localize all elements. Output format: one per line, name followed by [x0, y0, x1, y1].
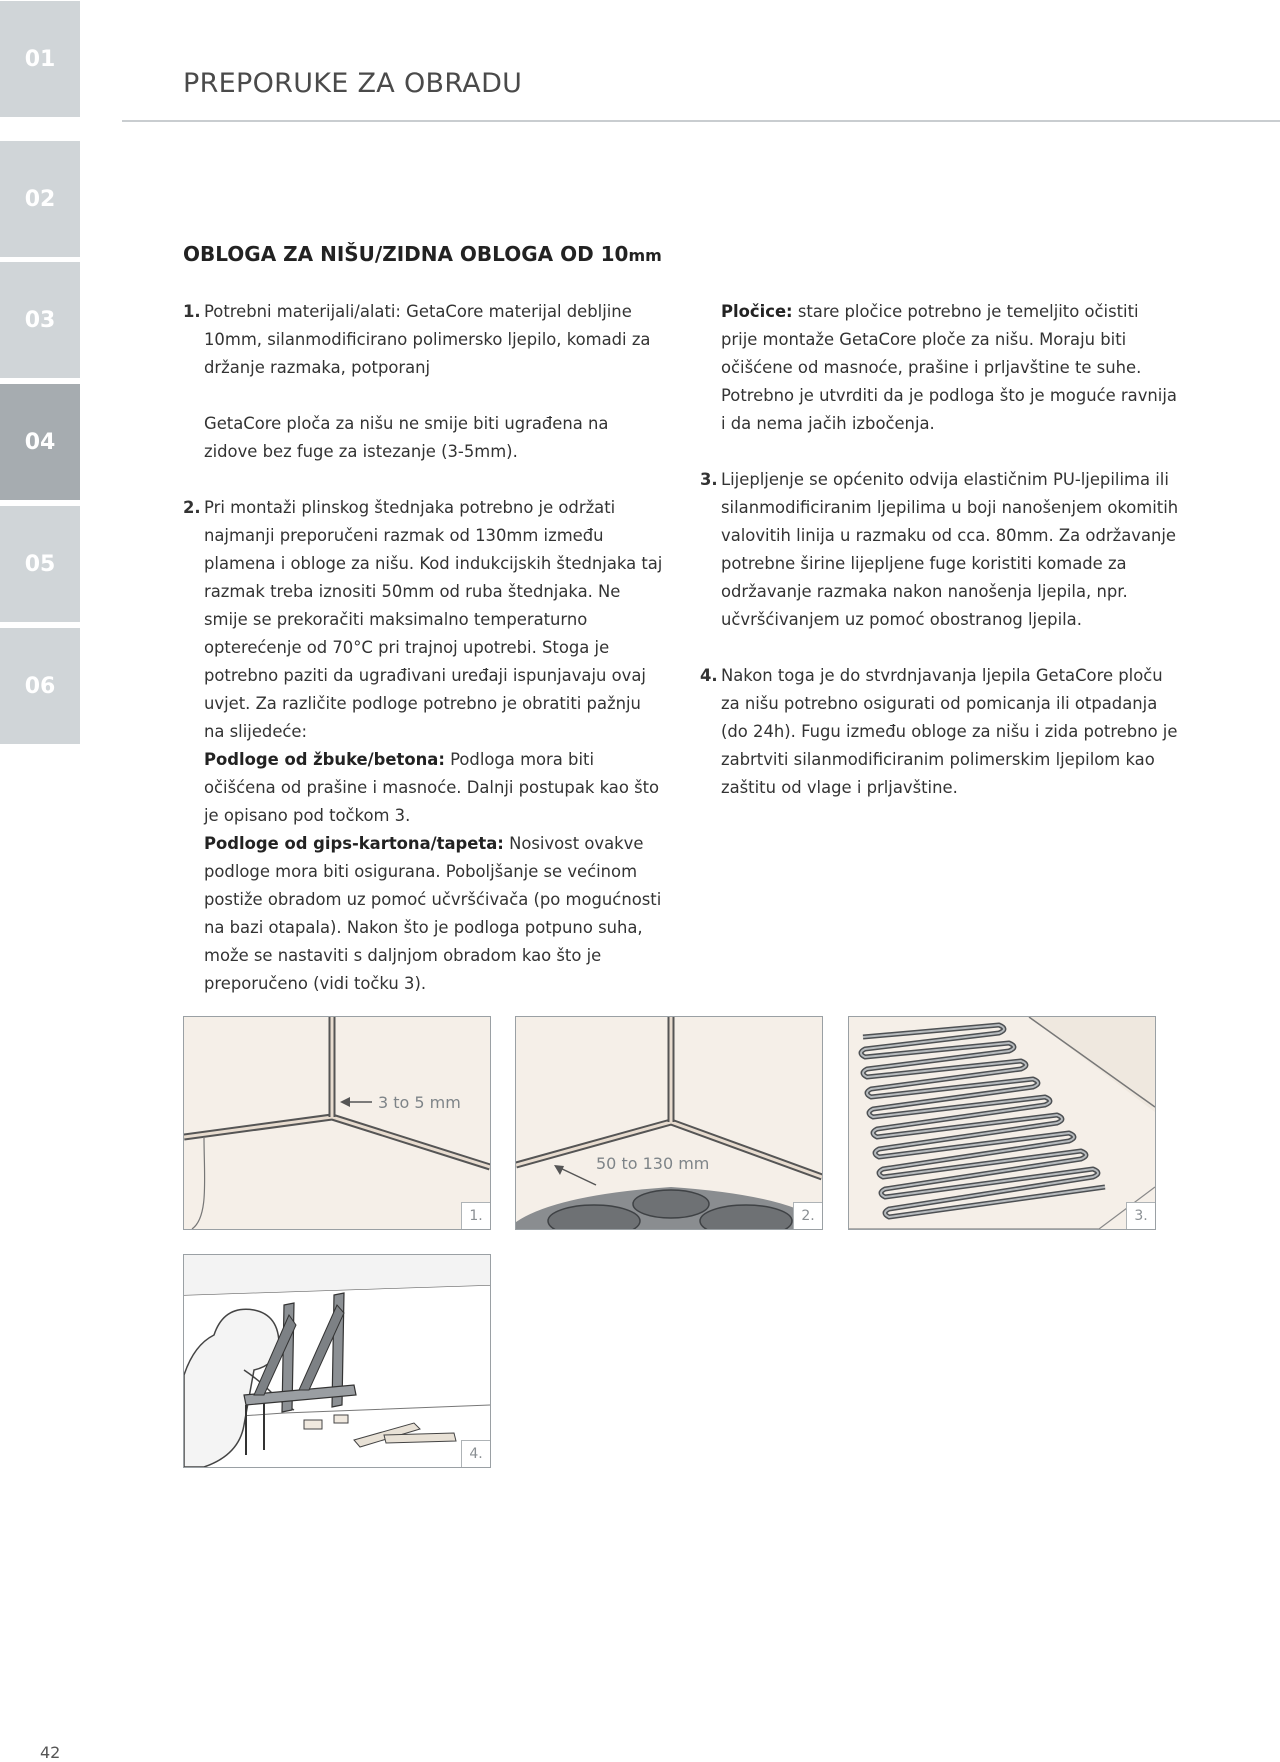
step-3-text: Lijepljenje se općenito odvija elastičnim PU-ljepilima ili silanmodificiranim ljepilima u boji nanošenjem okomitih valovitih linija u razmaku od cca. 80mm. Za održavanje potrebne širine lijepljene fuge koristiti komade za održavanje razmaka nakon nanošenja ljepila, npr. učvršćivanjem uz pomoć obostranog ljepila.	[721, 470, 1179, 629]
stove-distance-label: 50 to 130 mm	[596, 1154, 710, 1173]
step-1	[183, 298, 663, 382]
tiles-substrate-text: stare pločice potrebno je temeljito očistiti prije montaže GetaCore ploče za nišu. Moraju biti očišćene od masnoće, prašine i prljavštine te suhe. Potrebno je utvrditi da je podloga što je moguće ravnija i da nema jačih izbočenja.	[721, 302, 1177, 433]
gypsum-substrate-label: Podloge od gips-kartona/tapeta:	[204, 834, 504, 853]
figure-stove-distance	[515, 1016, 823, 1230]
step-3-number: 3.	[700, 470, 718, 489]
page-title: PREPORUKE ZA OBRADU	[183, 68, 523, 99]
figure-3-label: 3.	[1126, 1202, 1155, 1229]
figure-expansion-joint	[183, 1016, 491, 1230]
tab-04[interactable]: 04	[0, 384, 80, 500]
header-divider	[122, 120, 1280, 122]
tiles-substrate-label: Pločice:	[721, 302, 793, 321]
section-title-text: OBLOGA ZA NIŠU/ZIDNA OBLOGA OD 10	[183, 242, 629, 266]
left-column	[183, 298, 663, 998]
plaster-substrate-label: Podloge od žbuke/betona:	[204, 750, 445, 769]
step-4-number: 4.	[700, 666, 718, 685]
step-2-text: Pri montaži plinskog štednjaka potrebno je održati najmanji preporučeni razmak od 130mm između plamena i obloge za nišu. Kod indukcijskih štednjaka taj razmak treba iznositi 50mm od ruba štednjaka. Ne smije se prekoračiti maksimalno temperaturno opterećenje od 70°C pri trajnoj upotrebi. Stoga je potrebno paziti da ugrađivani uređaji ispunjavaju ovaj uvjet. Za različite podloge potrebno je obratiti pažnju na slijedeće:	[204, 498, 663, 741]
gap-dimension-label: 3 to 5 mm	[378, 1093, 461, 1112]
expansion-joint-illustration	[184, 1017, 490, 1229]
stove-distance-illustration	[516, 1017, 822, 1229]
figure-2-label: 2.	[793, 1202, 822, 1229]
figure-1-label: 1.	[461, 1202, 490, 1229]
plaster-substrate-note	[204, 746, 663, 830]
step-1-text: Potrebni materijali/alati: GetaCore materijal debljine 10mm, silanmodificirano polimersko ljepilo, komadi za držanje razmaka, potporanj	[204, 302, 651, 377]
gypsum-substrate-text: Nosivost ovakve podloge mora biti osigurana. Poboljšanje se većinom postiže obradom uz pomoć učvršćivača (po mogućnosti na bazi otapala). Nakon što je podloga potpuno suha, može se nastaviti s daljnjom obradom kao što je preporučeno (vidi točku 3).	[204, 834, 662, 993]
plaster-substrate-text: Podloga mora biti očišćena od prašine i masnoće. Dalnji postupak kao što je opisano pod točkom 3.	[204, 750, 660, 825]
tab-03[interactable]: 03	[0, 262, 80, 378]
step-3	[700, 466, 1180, 634]
section-title	[183, 242, 662, 266]
section-title-unit: mm	[628, 246, 662, 265]
figure-adhesive-lines	[848, 1016, 1156, 1230]
page-number: 42	[40, 1743, 61, 1762]
figure-support-prop	[183, 1254, 491, 1468]
step-2-number: 2.	[183, 498, 201, 517]
tiles-substrate-note	[700, 298, 1180, 438]
step-2	[183, 494, 663, 998]
support-prop-illustration	[184, 1255, 490, 1467]
tab-02[interactable]: 02	[0, 141, 80, 257]
tab-01[interactable]: 01	[0, 1, 80, 117]
tab-05[interactable]: 05	[0, 506, 80, 622]
step-1-number: 1.	[183, 302, 201, 321]
expansion-joint-note: GetaCore ploča za nišu ne smije biti ugrađena na zidove bez fuge za istezanje (3-5mm).	[204, 414, 609, 461]
adhesive-lines-illustration	[849, 1017, 1155, 1229]
step-4	[700, 662, 1180, 802]
gypsum-substrate-note	[204, 830, 663, 998]
right-column	[700, 298, 1180, 802]
step-4-text: Nakon toga je do stvrdnjavanja ljepila GetaCore ploču za nišu potrebno osigurati od pomicanja ili otpadanja (do 24h). Fugu između obloge za nišu i zida potrebno je zabrtviti silanmodificiranim polimerskim ljepilom kao zaštitu od vlage i prljavštine.	[721, 666, 1178, 797]
figure-4-label: 4.	[461, 1440, 490, 1467]
tab-06[interactable]: 06	[0, 628, 80, 744]
